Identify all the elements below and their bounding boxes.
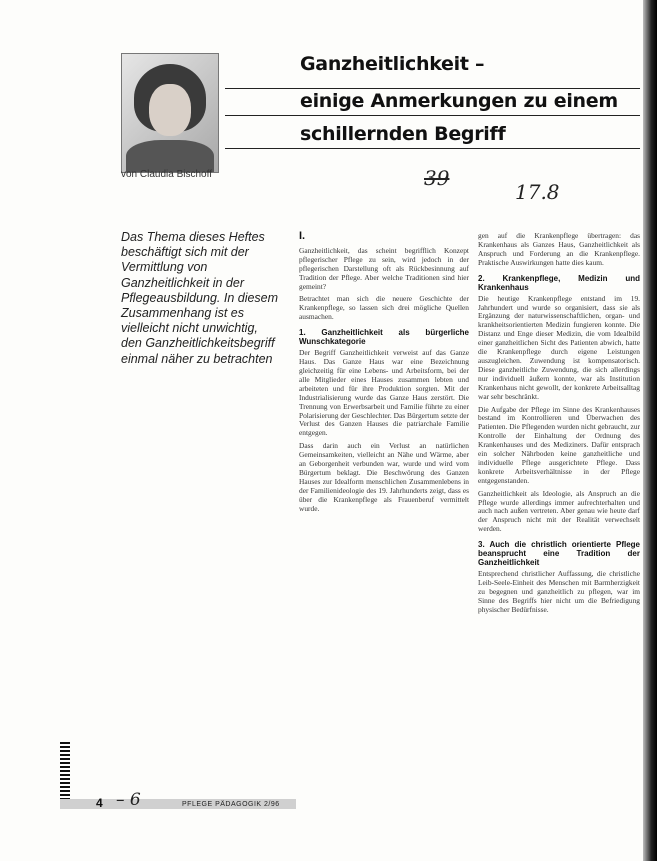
paragraph: gen auf die Krankenpflege übertragen: das Krankenhaus als Ganzes Haus, Ganzheitlichkeit als Anspruch und Forderung an die Krankenpflege. Praktische Auswirkungen hatte dies kaum. bbox=[478, 231, 640, 267]
section-heading: I. bbox=[299, 230, 306, 242]
subheading: 3. Auch die christlich orientierte Pflege beansprucht eine Tradition der Ganzheitlichkeit bbox=[478, 540, 640, 568]
subheading: 1. Ganzheitlichkeit als bürgerliche Wunschkategorie bbox=[299, 328, 469, 347]
paragraph: Die Aufgabe der Pflege im Sinne des Krankenhauses bestand im Kontrollieren und Überwachen des Patienten. Die Pflegenden wurden nicht gebraucht, zur Kontrolle der Einhaltung der Ordnung des Krankenhauses und des Mediziners. Dafür entsprach ein solcher Nährboden keine ganzheitliche und individuelle Pflege ausgerichtete Pflege. Dass konkrete Arbeitsverhältnisse in der Pflege entgegenstanden. bbox=[478, 404, 640, 485]
intro-text: Das Thema dieses Heftes beschäftigt sich mit der Vermittlung von Ganzheitlichkeit in der Pflegeausbildung. In diesem Zusammenhang ist es vielleicht nicht unwichtig, den Ganzheitlichkeitsbegriff einmal näher zu betrachten bbox=[121, 230, 279, 366]
title-rule bbox=[225, 88, 640, 89]
title-rule bbox=[225, 115, 640, 116]
scan-edge bbox=[643, 0, 657, 861]
paragraph: Die heutige Krankenpflege entstand im 19. Jahrhundert und wurde so organisiert, dass sie als Ergänzung der naturwissenschaftlichen, organ- und krankheitsorientierten Medizin fungieren konnte. Die Distanz und Enge dieser Medizin, die vom Idealbild einer ganzheitlichen Sicht des Patienten abwich, hatte die Krankenpflege durch eigene Leistungen auszugleichen. Zuwendung ist kompensatorisch. Diese ganzheitliche Zuwendung, die sich allerdings nur individuell äußern konnte, war als Institution Krankenhaus nicht gewollt, der konkrete Arbeitsalltag war sehr beschränkt. bbox=[478, 293, 640, 401]
paragraph: Ganzheitlichkeit als Ideologie, als Anspruch an die Pflege wurde allerdings immer aufrechterhalten und auch nach außen vertreten. Aber genau wie heute darf der Anspruch nicht mit der Realität verwechselt werden. bbox=[478, 488, 640, 534]
page-number: 4 bbox=[96, 796, 103, 810]
paragraph: Ganzheitlichkeit, das scheint begrifflich Konzept pflegerischer Pflege zu sein, wird jedoch in der pflegerischen Darstellung oft als Rückbesinnung auf Tradition der Pflege. Aber welche Traditionen sind hier gemeint? bbox=[299, 245, 469, 291]
handwritten-note: 17.8 bbox=[515, 180, 560, 204]
title-line-1: Ganzheitlichkeit – bbox=[300, 53, 485, 75]
subheading: 2. Krankenpflege, Medizin und Krankenhaus bbox=[478, 273, 640, 292]
title-rule bbox=[225, 148, 640, 149]
paragraph: Entsprechend christlicher Auffassung, die christliche Leib-Seele-Einheit des Menschen mit Barmherzigkeit zu begegnen und ganzheitlich zu pflegen, war im Sinne des Begriffs hier nicht um die Befriedigung physischer Bedürfnisse. bbox=[478, 569, 640, 614]
margin-barcode bbox=[60, 742, 70, 800]
text-column-right bbox=[478, 232, 640, 619]
handwritten-struck-note: 39 bbox=[424, 166, 450, 190]
text-column-middle bbox=[299, 232, 469, 517]
paragraph: Dass darin auch ein Verlust an natürlichen Gemeinsamkeiten, vielleicht an Nähe und Wärme, aber an Geborgenheit verbunden war, wurde und wird vom Bürgertum beklagt. Die Beschwörung des Ganzen Hauses zur Idealform menschlichen Zusammenlebens in der Familienideologie des 19. Jahrhunderts zeigt, dass es über die Krankenpflege als Frauenberuf vermittelt wurde. bbox=[299, 441, 469, 513]
handwritten-page-number: – 6 bbox=[116, 790, 141, 810]
title-line-2: einige Anmerkungen zu einem bbox=[300, 90, 618, 112]
author-photo bbox=[121, 53, 219, 173]
author-line: von Claudia Bischoff bbox=[121, 169, 212, 180]
journal-name: PFLEGE PÄDAGOGIK 2/96 bbox=[182, 801, 280, 808]
title-line-3: schillernden Begriff bbox=[300, 123, 506, 145]
paragraph: Der Begriff Ganzheitlichkeit verweist auf das Ganze Haus. Das Ganze Haus war eine Bezeichnung gleichzeitig für eine Lebens- und Arbeitsform, bei der alle Mitglieder eines Hauses zusammen lebten und arbeiteten und für ihre Produktion sorgten. Mit der Industrialisierung wurde das Ganze Haus zerstört. Die Trennung von Erwerbsarbeit und Familie führte zu einer Polarisierung der Geschlechter. Das Bürgertum setzte der Verlust des Ganzen Hauses die patriarchale Familie entgegen. bbox=[299, 348, 469, 438]
paragraph: Betrachtet man sich die neuere Geschichte der Krankenpflege, so lassen sich drei mögliche Quellen ausmachen. bbox=[299, 294, 469, 322]
